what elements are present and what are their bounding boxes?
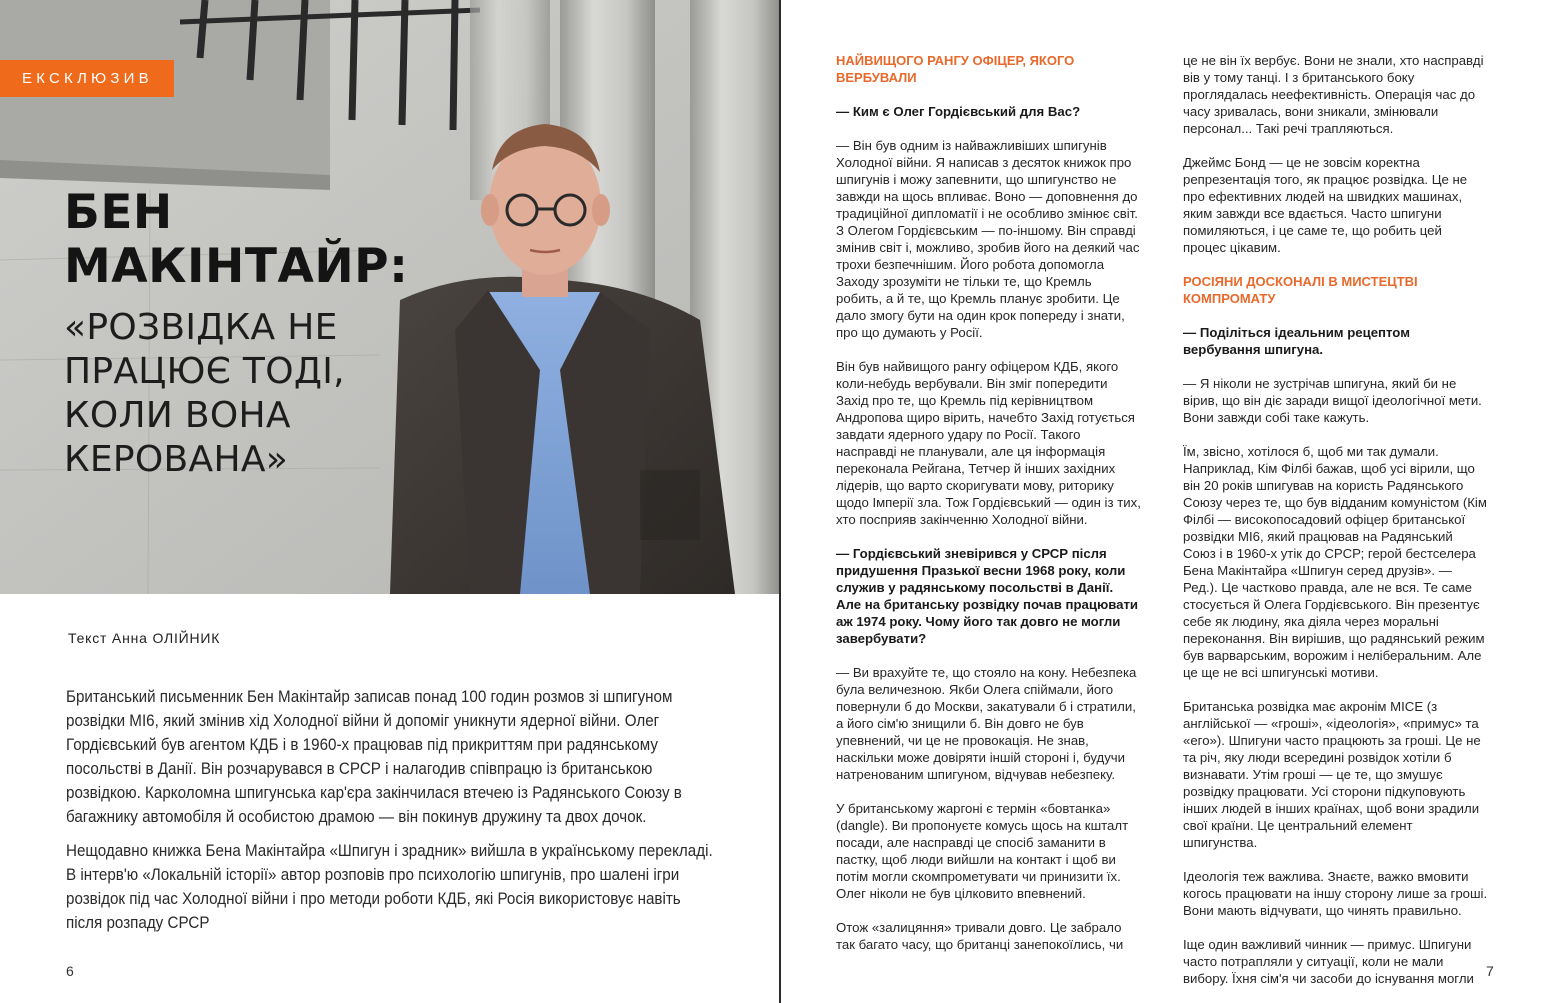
interview-answer: Він був найвищого рангу офіцером КДБ, якого коли-небудь вербували. Він зміг попередити Захід про те, що Кремль під керівництвом Андропова щиро вірить, начебто Захід готується завдати ядерного удару по Росії. Такого насправді не планували, але ця інформація переконала Рейгана, Тетчер й інших західних лідерів, що варто скоригувати мову, риторику щодо Імперії зла. Тож Гордієвський — один із тих, хто посприяв закінченню Холодної війни. xyxy=(836,359,1141,527)
byline-author: ОЛІЙНИК xyxy=(152,630,221,646)
lead-paragraph: Британський письменник Бен Макінтайр записав понад 100 годин розмов зі шпигуном розвідки МІ6, який змінив хід Холодної війни й допоміг уникнути ядерної війни. Олег Гордієвський був агентом КДБ і в 1960-х працював під прикриттям при радянському посольстві в Данії. Він розчарувався в СРСР і налагодив співпрацю із британською розвідкою. Карколомна шпигунська кар'єра закінчилася втечею із Радянського Союзу в багажнику автомобіля й особистою драмою — він покинув дружину та двох дочок. xyxy=(66,688,682,826)
headline-name-line-1: БЕН xyxy=(64,185,173,240)
interview-answer: Отож «залицяння» тривали довго. Це забрало так багато часу, що британці занепокоїлись, чи xyxy=(836,920,1124,952)
right-page xyxy=(781,0,1560,1003)
section-heading: РОСІЯНИ ДОСКОНАЛІ В МИСТЕЦТВІ КОМПРОМАТУ xyxy=(1183,274,1418,306)
page-number-left: 6 xyxy=(66,963,74,979)
cover-photo xyxy=(0,0,780,594)
interview-answer: Ідеологія теж важлива. Знаєте, важко вмовити когось працювати на іншу сторону лише за гроші. Вони мають відчувати, що чинять правильно. xyxy=(1183,869,1488,918)
interview-answer: Їм, звісно, хотілося б, щоб ми так думали. Наприклад, Кім Філбі бажав, щоб усі вірили, що він 20 років шпигував на користь Радянського Союзу через те, що був відданим комуністом (Кім Філбі — високопосадовий офіцер британської розвідки МІ6, який працював на Радянський Союз і в 1960-х утік до СРСР; герой бестселера Бена Макінтайра «Шпигун серед друзів». — Ред.). Це частково правда, але не вся. Те саме стосується й Олега Гордієвського. Він презентує себе як людину, яка діяла через моральні переконання. Він вирішив, що радянський режим був варварським, ворожим і неліберальним. Але це ще не всі шпигунські мотиви. xyxy=(1183,444,1487,680)
headline-quote-line-1: «РОЗВІДКА НЕ xyxy=(64,307,338,348)
headline-quote-line-2: ПРАЦЮЄ ТОДІ, xyxy=(64,351,345,392)
interview-answer: — Він був одним із найважливіших шпигунів Холодної війни. Я написав з десяток книжок про шпигунів і можу запевнити, що шпигунство не завжди на щось впливає. Воно — доповнення до традиційної дипломатії і не особливо змінює світ. З Олегом Гордієвським — по-іншому. Він справді змінив світ і, можливо, зробив його на деякий час трохи безпечнішим. Його робота допомогла Заходу зрозуміти не тільки те, що Кремль робить, а й те, що Кремль планує зробити. Це дало змогу бути на один крок попереду і знати, про що думають у Росії. xyxy=(836,138,1140,340)
headline-quote-line-3: КОЛИ ВОНА xyxy=(64,395,291,436)
byline xyxy=(68,630,220,646)
interview-answer: — Ви врахуйте те, що стояло на кону. Небезпека була величезною. Якби Олега спіймали, його повернули б до Москви, закатували б і стратили, а його сім'ю знищили б. Він довго не був упевнений, чи це не провокація. Не знав, наскільки може довіряти іншій стороні і, будучи натренованим шпигуном, відчував небезпеку. xyxy=(836,665,1137,782)
headline-name-line-2: МАКІНТАЙР: xyxy=(64,239,409,294)
page-number-right: 7 xyxy=(1486,963,1494,979)
interview-answer: Джеймс Бонд — це не зовсім коректна репрезентація того, як працює розвідка. Це не про ефективних людей на швидких машинах, яким завжди все вдається. Часто шпигуни помиляються, і це саме те, що робить цей процес цікавим. xyxy=(1183,155,1468,255)
text-column-2 xyxy=(1183,52,1488,1003)
byline-prefix: Текст Анна xyxy=(68,630,148,646)
interview-answer: — Я ніколи не зустрічав шпигуна, який би не вірив, що він діє заради вищої ідеологічної мети. Вони завжди собі таке кажуть. xyxy=(1183,376,1482,425)
headline-quote-line-4: КЕРОВАНА» xyxy=(64,439,289,480)
section-heading: НАЙВИЩОГО РАНГУ ОФІЦЕР, ЯКОГО ВЕРБУВАЛИ xyxy=(836,53,1075,85)
interview-answer: Британська розвідка має акронім MICE (з англійської — «гроші», «ідеологія», «примус» та «его»). Шпигуни часто працюють за гроші. Це не та річ, яку люди всередині розвідок хотіли б визнавати. Утім гроші — це те, що змушує розвідку працювати. Усі сторони підкуповують інших людей в інших країнах, щоб вони зрадили свої країни. Це центральний елемент шпигунства. xyxy=(1183,699,1481,850)
interview-answer: Іще один важливий чинник — примус. Шпигуни часто потрапляли у ситуації, коли не мали вибору. Їхня сім'я чи засоби до існування могли xyxy=(1183,937,1474,986)
lead-paragraph: Нещодавно книжка Бена Макінтайра «Шпигун і зрадник» вийшла в українському перекладі. В інтерв'ю «Локальній історії» автор розповів про психологію шпигунів, про шалені ігри розвідок під час Холодної війни і про методи роботи КДБ, які Росія використовує навіть після розпаду СРСР xyxy=(66,842,713,932)
interview-question: — Гордієвський зневірився у СРСР після придушення Празької весни 1968 року, коли служив у радянському посольстві в Данії. Але на британську розвідку почав працювати аж 1974 року. Чому його так довго не могли завербувати? xyxy=(836,546,1139,646)
interview-answer: У британському жаргоні є термін «бовтанка» (dangle). Ви пропонуєте комусь щось на кшталт посади, але насправді це спосіб заманити в пастку, щоб люди вийшли на контакт і щоб ви потім могли скомпрометувати чи принизити їх. Олег ніколи не був цілковито впевнений. xyxy=(836,801,1129,901)
interview-question: — Ким є Олег Гордієвський для Вас? xyxy=(836,104,1081,119)
text-column-1 xyxy=(836,52,1141,970)
lead-text xyxy=(66,685,716,945)
interview-answer: це не він їх вербує. Вони не знали, хто насправді вів у тому танці. І з британського боку проглядалась неефективність. Операція час до часу зривалась, вони зникали, змінювали персонал... Такі речі трапляються. xyxy=(1183,53,1484,136)
category-tag: ЕКСКЛЮЗИВ xyxy=(0,60,174,97)
interview-question: — Поділіться ідеальним рецептом вербування шпигуна. xyxy=(1183,325,1410,357)
article-headline xyxy=(64,186,484,482)
